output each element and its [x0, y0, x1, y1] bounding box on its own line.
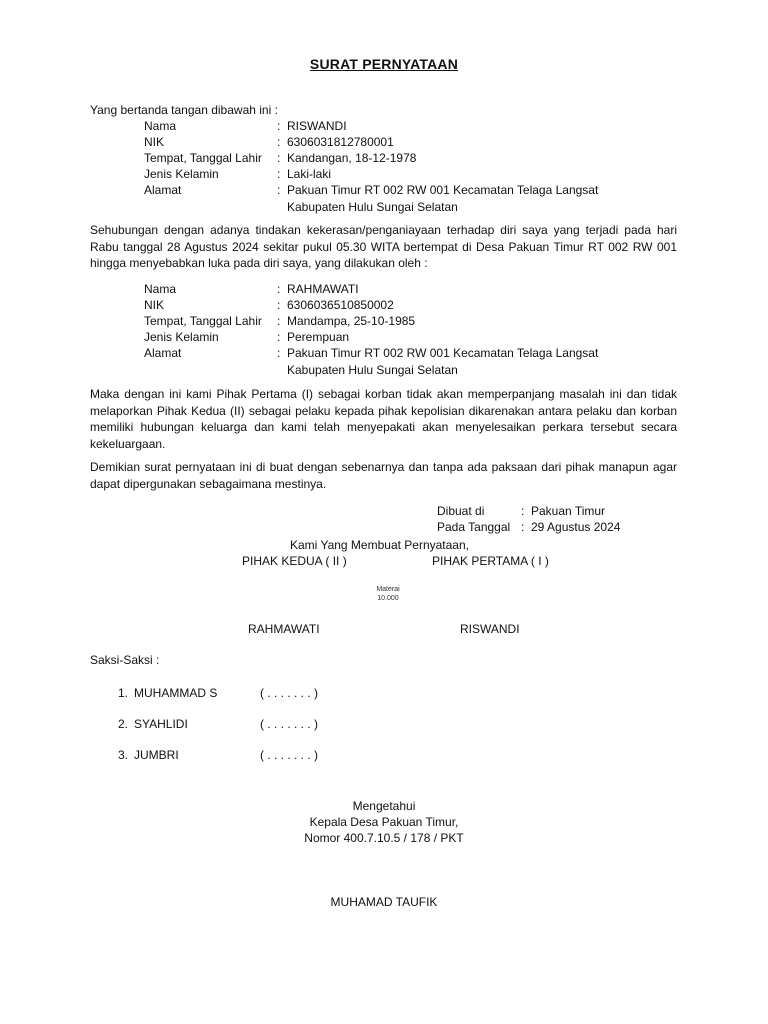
made-on-colon: :: [521, 520, 525, 534]
field-colon: :: [277, 119, 281, 133]
field-colon: :: [277, 346, 281, 360]
place-date-block: [437, 503, 624, 535]
witness-number: 2.: [118, 717, 129, 731]
field-value: Mandampa, 25-10-1985: [287, 314, 416, 328]
field-colon: :: [277, 167, 281, 181]
field-colon: :: [277, 282, 281, 296]
witness-name: SYAHLIDI: [134, 717, 188, 731]
field-value: Kandangan, 18-12-1978: [287, 151, 417, 165]
witness-signature: ( . . . . . . . ): [260, 717, 319, 731]
field-label: Nama: [144, 119, 177, 133]
field-label: NIK: [144, 135, 165, 149]
field-value-cont: Kabupaten Hulu Sungai Selatan: [287, 200, 458, 214]
paragraph-incident: Sehubungan dengan adanya tindakan kekerasan/penganiayaan terhadap diri saya yang terjadi pada hari Rabu tanggal 28 Agustus 2024 sekitar pukul 05.30 WITA bertempat di Desa Pakuan Timur RT 002 RW 001 hingga menyebabkan luka pada diri saya, yang dilakukan oleh :: [90, 223, 677, 270]
field-value: Pakuan Timur RT 002 RW 001 Kecamatan Telaga Langsat: [287, 183, 599, 197]
made-at-label: Dibuat di: [437, 504, 485, 518]
field-value: Laki-laki: [287, 167, 332, 181]
field-label: Alamat: [144, 346, 182, 360]
field-colon: :: [277, 298, 281, 312]
made-on-value: 29 Agustus 2024: [531, 520, 621, 534]
field-label: Nama: [144, 282, 177, 296]
field-value: 6306031812780001: [287, 135, 394, 149]
witness-number: 3.: [118, 748, 129, 762]
village-head-title: Kepala Desa Pakuan Timur,: [309, 815, 459, 829]
intro-text: Yang bertanda tangan dibawah ini :: [90, 103, 278, 117]
stamp-line-2: 10.000: [377, 595, 399, 602]
field-label: Jenis Kelamin: [144, 167, 219, 181]
field-colon: :: [277, 330, 281, 344]
paragraph-agreement: Maka dengan ini kami Pihak Pertama (I) sebagai korban tidak akan memperpanjang masalah ini dan tidak melaporkan Pihak Kedua (II) sebagai pelaku kepada pihak kepolisian dikarenakan antara pelaku dan korban memiliki hubungan keluarga dan kami telah menyepakati akan menyelesaikan perkara tersebut secara kekeluargaan.: [90, 387, 677, 451]
field-label: Jenis Kelamin: [144, 330, 219, 344]
stamp-line-1: Materai: [376, 586, 400, 593]
acknowledged-heading: Mengetahui: [352, 799, 416, 813]
witness-name: JUMBRI: [134, 748, 179, 762]
field-value: 6306036510850002: [287, 298, 394, 312]
signers-heading: Kami Yang Membuat Pernyataan,: [290, 538, 469, 552]
reference-number: Nomor 400.7.10.5 / 178 / PKT: [304, 831, 464, 845]
made-at-value: Pakuan Timur: [531, 504, 606, 518]
document-title: SURAT PERNYATAAN: [309, 56, 459, 72]
field-value-cont: Kabupaten Hulu Sungai Selatan: [287, 363, 458, 377]
party-two-label: PIHAK KEDUA ( II ): [242, 554, 347, 568]
field-colon: :: [277, 314, 281, 328]
field-label: Tempat, Tanggal Lahir: [144, 151, 262, 165]
field-label: Tempat, Tanggal Lahir: [144, 314, 262, 328]
field-label: NIK: [144, 298, 165, 312]
field-colon: :: [277, 151, 281, 165]
field-value: RAHMAWATI: [287, 282, 359, 296]
field-label: Alamat: [144, 183, 182, 197]
witness-name: MUHAMMAD S: [134, 686, 218, 700]
stamp-duty-note: [368, 585, 408, 603]
witness-signature: ( . . . . . . . ): [260, 748, 319, 762]
witness-signature: ( . . . . . . . ): [260, 686, 319, 700]
field-value: Perempuan: [287, 330, 350, 344]
made-on-row: [437, 519, 624, 535]
witnesses-heading: Saksi-Saksi :: [90, 653, 160, 667]
party-two-name: RAHMAWATI: [248, 622, 320, 636]
paragraph-closing: Demikian surat pernyataan ini di buat dengan sebenarnya dan tanpa ada paksaan dari pihak manapun agar dapat dipergunakan sebagaimana mestinya.: [90, 460, 677, 491]
field-colon: :: [277, 135, 281, 149]
made-at-colon: :: [521, 504, 525, 518]
village-head-name: MUHAMAD TAUFIK: [330, 895, 438, 909]
field-value: RISWANDI: [287, 119, 347, 133]
made-at-row: [437, 503, 624, 519]
field-colon: :: [277, 183, 281, 197]
party-one-label: PIHAK PERTAMA ( I ): [432, 554, 549, 568]
made-on-label: Pada Tanggal: [437, 520, 511, 534]
field-value: Pakuan Timur RT 002 RW 001 Kecamatan Telaga Langsat: [287, 346, 599, 360]
party-one-name: RISWANDI: [460, 622, 520, 636]
witness-number: 1.: [118, 686, 129, 700]
